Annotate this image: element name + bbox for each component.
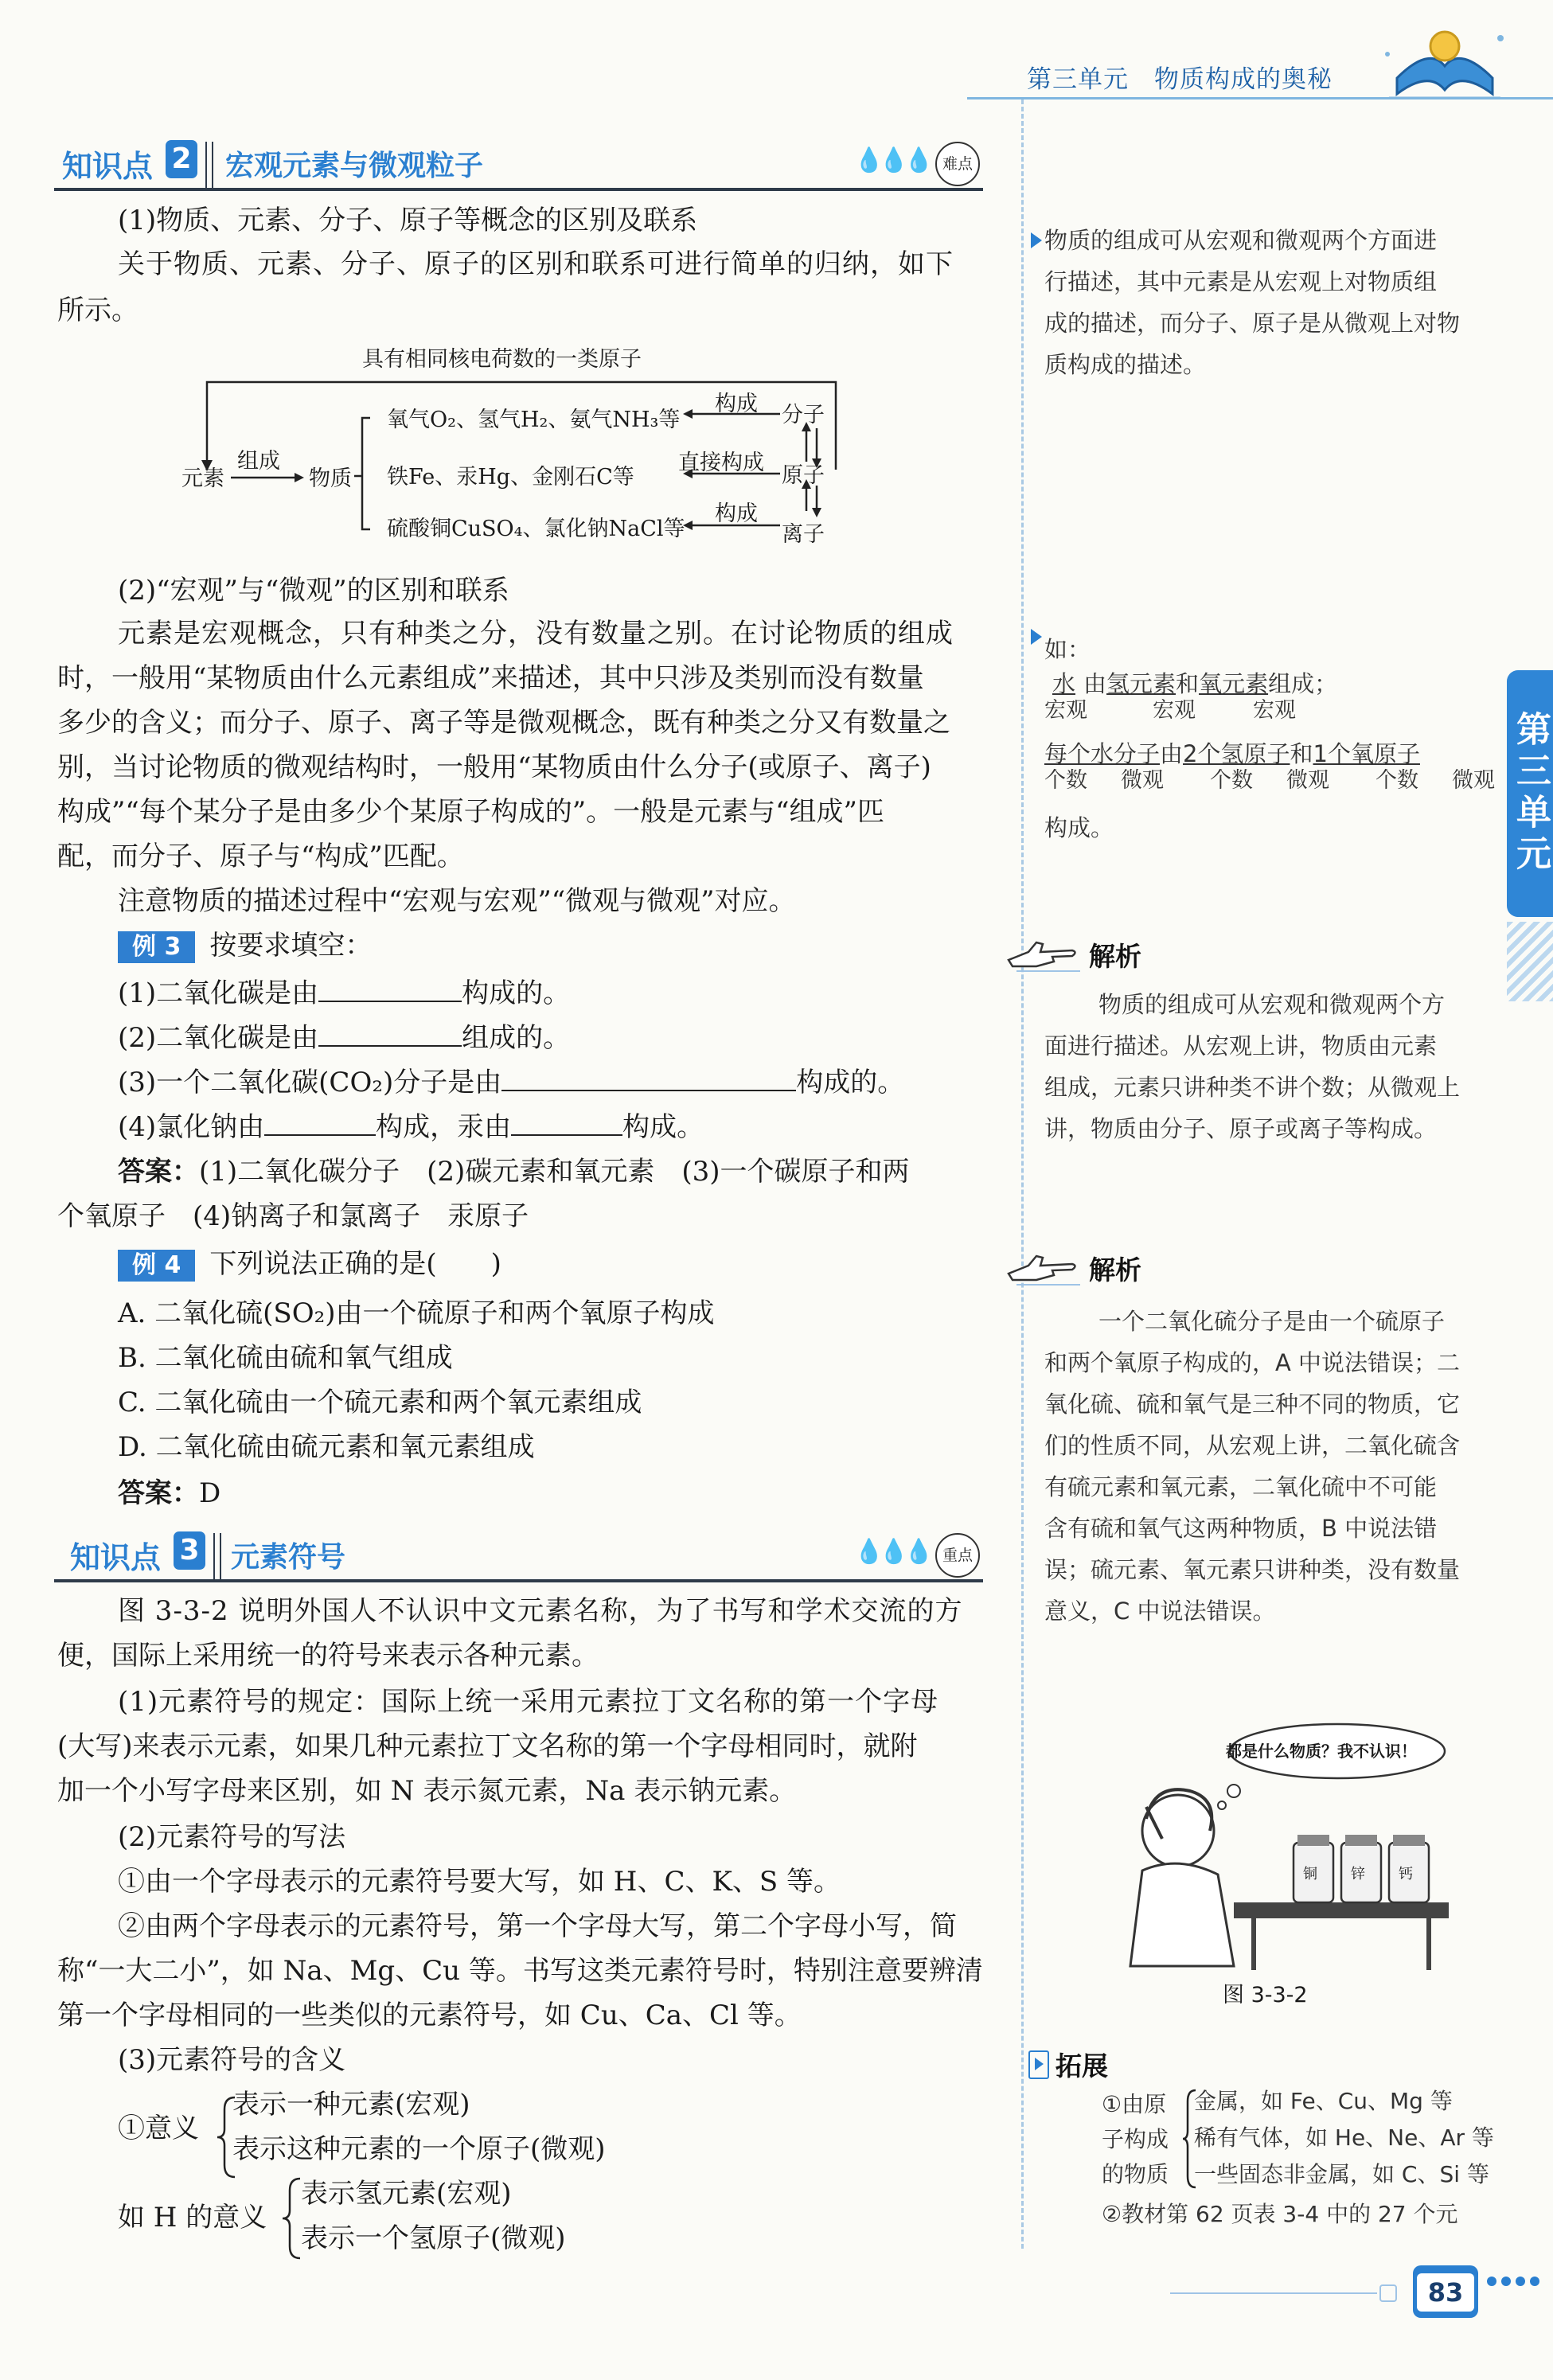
analysis-text: 物质的组成可从宏观和微观两个方 [1098, 991, 1446, 1018]
option-b: B. 二氧化硫由硫和氧气组成 [118, 1342, 453, 1374]
question-text: 构成，汞由 [376, 1111, 512, 1143]
paragraph: 便，国际上采用统一的符号来表示各种元素。 [57, 1640, 599, 1672]
paragraph: (2)元素符号的写法 [118, 1821, 346, 1853]
analysis-text: 含有硫和氧气这两种物质，B 中说法错 [1044, 1515, 1438, 1542]
diagram-top-label: 具有相同核电荷数的一类原子 [362, 347, 642, 372]
extension-label: 的物质 [1102, 2161, 1169, 2187]
question-text: 构成的。 [796, 1067, 905, 1098]
question-text: 构成。 [622, 1111, 704, 1143]
side-note-example [1044, 740, 1420, 767]
side-tab-stripe [1507, 922, 1553, 1001]
label: 微观 [1286, 768, 1329, 793]
extension-item: 一些固态非金属，如 C、Si 等 [1194, 2161, 1489, 2187]
label: 个数 [1044, 768, 1087, 793]
label: 宏观 [1153, 698, 1196, 723]
question-text: 组成的。 [462, 1022, 571, 1054]
paragraph: 称“一大二小”，如 Na、Mg、Cu 等。书写这类元素符号时，特别注意要辨清 [57, 1955, 983, 1987]
answer-label: 答案： [118, 1156, 199, 1188]
diagram-ion: 离子 [782, 522, 825, 547]
book-logo-icon [1381, 22, 1508, 106]
answer-blank[interactable] [501, 1067, 796, 1091]
section-heading-3 [54, 1527, 983, 1582]
side-note: 构成。 [1044, 814, 1114, 841]
answer-blank[interactable] [511, 1112, 622, 1136]
note-arrow-icon [1031, 232, 1042, 248]
section-title: 元素符号 [231, 1541, 346, 1574]
paragraph: (2)“宏观”与“微观”的区别和联系 [118, 575, 509, 607]
word: 组成； [1268, 670, 1338, 697]
section-number: 2 [166, 140, 197, 178]
example-4-answer [118, 1477, 220, 1509]
analysis-text: 和两个氧原子构成的，A 中说法错误；二 [1044, 1349, 1461, 1376]
column-divider [1021, 99, 1024, 2249]
speech-bubble-text: 都是什么物质？我不认识！ [1226, 1742, 1417, 1761]
diagram-row-atoms: 铁Fe、汞Hg、金刚石C等 [387, 465, 634, 490]
paragraph: 加一个小写字母来区别，如 N 表示氮元素，Na 表示钠元素。 [57, 1775, 797, 1807]
diagram-row-ions: 硫酸铜CuSO₄、氯化钠NaCl等 [387, 517, 685, 541]
paragraph: 配，而分子、原子与“构成”匹配。 [57, 841, 464, 872]
paragraph: 别，当讨论物质的微观结构时，一般用“某物质由什么分子(或原子、离子) [57, 751, 931, 783]
side-note-intro: 如： [1044, 636, 1091, 663]
section-heading-2 [54, 135, 983, 191]
paragraph: 时，一般用“某物质由什么元素组成”来描述，其中只涉及类别而没有数量 [57, 662, 924, 694]
label: 微观 [1452, 768, 1495, 793]
analysis-text: 氧化硫、硫和氧气是三种不同的物质，它 [1044, 1391, 1461, 1418]
extension-item: 金属，如 Fe、Cu、Mg 等 [1194, 2088, 1453, 2114]
diagram-build-label: 构成 [715, 501, 758, 526]
analysis-title: 解析 [1089, 1254, 1141, 1286]
paragraph: (3)元素符号的含义 [118, 2044, 346, 2076]
diagram-element: 元素 [181, 466, 224, 491]
paragraph: 图 3-3-2 说明外国人不认识中文元素名称，为了书写和学术交流的方 [118, 1595, 963, 1627]
example-3-answer [118, 1156, 909, 1188]
analysis-text: 一个二氧化硫分子是由一个硫原子 [1098, 1308, 1446, 1335]
question-text: (2)二氧化碳是由 [118, 1022, 319, 1054]
label: 个数 [1375, 768, 1418, 793]
figure-caption: 图 3-3-2 [1223, 1983, 1308, 2007]
side-note: 物质的组成可从宏观和微观两个方面进 [1044, 227, 1438, 254]
footer-dot-icon [1501, 2277, 1511, 2286]
example-prompt: 下列说法正确的是( ) [209, 1248, 501, 1280]
section-divider [213, 1533, 221, 1579]
section-label: 知识点 [62, 149, 154, 184]
option-c: C. 二氧化硫由一个硫元素和两个氧元素组成 [118, 1387, 642, 1418]
word: 水 [1052, 670, 1076, 697]
paragraph: 多少的含义；而分子、原子、离子等是微观概念，既有种类之分又有数量之 [57, 707, 950, 739]
footer-rule [1170, 2292, 1377, 2294]
example-4-header [118, 1248, 501, 1282]
answer-text: D [199, 1477, 221, 1509]
paragraph: 构成”“每个某分子是由多少个某原子构成的”。一般是元素与“组成”匹 [57, 796, 884, 828]
section-divider [205, 142, 213, 188]
word: 2个氢原子 [1183, 740, 1290, 767]
jar-label: 钙 [1399, 1866, 1413, 1883]
option-a: A. 二氧化硫(SO₂)由一个硫原子和两个氧原子构成 [118, 1297, 715, 1329]
side-note: 行描述，其中元素是从宏观上对物质组 [1044, 268, 1438, 295]
side-note-labels [1044, 699, 1296, 723]
jar-label: 铜 [1303, 1866, 1317, 1883]
paragraph: (1)元素符号的规定：国际上统一采用元素拉丁文名称的第一个字母 [118, 1686, 939, 1718]
difficulty-badge: 难点 [935, 142, 980, 186]
analysis-text: 有硫元素和氧元素，二氧化硫中不可能 [1044, 1473, 1438, 1500]
example-3-header [118, 930, 372, 963]
answer-label: 答案： [118, 1477, 199, 1509]
label: 宏观 [1044, 698, 1087, 723]
question-text: (4)氯化钠由 [118, 1111, 265, 1143]
side-note-labels [1044, 769, 1495, 793]
extension-label: 子构成 [1102, 2126, 1169, 2152]
paragraph: (大写)来表示元素，如果几种元素拉丁文名称的第一个字母相同时，就附 [57, 1730, 918, 1762]
word: 由 [1160, 740, 1184, 767]
meaning-label: ①意义 [118, 2113, 199, 2144]
label: 宏观 [1253, 698, 1296, 723]
word: 和 [1176, 670, 1200, 697]
answer-blank[interactable] [264, 1112, 376, 1136]
analysis-text: 组成，元素只讲种类不讲个数；从微观上 [1044, 1074, 1461, 1101]
header-rule [967, 97, 1553, 99]
paragraph: ②由两个字母表示的元素符号，第一个字母大写，第二个字母小写，简 [118, 1910, 957, 1942]
answer-blank[interactable] [318, 978, 462, 1002]
question-4 [118, 1111, 704, 1143]
paragraph: 第一个字母相同的一些类似的元素符号，如 Cu、Ca、Cl 等。 [57, 2000, 802, 2031]
footer-square-icon [1379, 2284, 1397, 2302]
play-icon [1028, 2050, 1049, 2079]
side-note: 质构成的描述。 [1044, 351, 1207, 378]
example-prompt: 按要求填空： [209, 930, 373, 962]
diagram-build-label: 构成 [715, 392, 758, 416]
example-tag: 例 4 [118, 1250, 195, 1282]
option-d: D. 二氧化硫由硫元素和氧元素组成 [118, 1431, 535, 1463]
extension-label: ①由原 [1102, 2091, 1167, 2117]
side-note-example [1044, 670, 1337, 697]
example-tag: 例 3 [118, 931, 195, 963]
word: 由 [1083, 670, 1107, 697]
word: 和 [1290, 740, 1313, 767]
unit-title: 第三单元 物质构成的奥秘 [1027, 65, 1333, 94]
diagram-row-molecules: 氧气O₂、氢气H₂、氨气NH₃等 [387, 408, 681, 432]
answer-blank[interactable] [318, 1023, 462, 1047]
diagram-direct-build-label: 直接构成 [678, 451, 764, 475]
page-number: 83 [1417, 2273, 1474, 2312]
analysis-text: 误；硫元素、氧元素只讲种类，没有数量 [1044, 1556, 1461, 1583]
paragraph: ①由一个字母表示的元素符号要大写，如 H、C、K、S 等。 [118, 1866, 841, 1898]
word: 1个氧原子 [1313, 740, 1420, 767]
meaning-item: 表示一个氢原子(微观) [301, 2222, 566, 2254]
footer-dot-icon [1530, 2277, 1539, 2286]
analysis-text: 面进行描述。从宏观上讲，物质由元素 [1044, 1032, 1438, 1059]
question-1 [118, 977, 570, 1009]
paragraph: 元素是宏观概念，只有种类之分，没有数量之别。在讨论物质的组成 [118, 618, 954, 650]
extension-item: ②教材第 62 页表 3-4 中的 27 个元 [1102, 2201, 1458, 2227]
paragraph: 关于物质、元素、分子、原子的区别和联系可进行简单的归纳，如下 [118, 248, 954, 280]
word: 每个水分子 [1044, 740, 1161, 767]
pointing-hand-icon [1005, 1250, 1084, 1286]
difficulty-badge: 重点 [935, 1533, 980, 1578]
word: 氧元素 [1199, 670, 1269, 697]
footer-dot-icon [1487, 2277, 1496, 2286]
word: 氢元素 [1106, 670, 1176, 697]
footer-dot-icon [1516, 2277, 1525, 2286]
difficulty-drops-icon: 💧💧💧 [853, 1538, 929, 1566]
side-note: 成的描述，而分子、原子是从微观上对物 [1044, 310, 1461, 337]
paragraph: (1)物质、元素、分子、原子等概念的区别及联系 [118, 205, 698, 236]
analysis-text: 讲，物质由分子、原子或离子等构成。 [1044, 1115, 1438, 1142]
pointing-hand-icon [1005, 936, 1084, 973]
unit-side-tab: 第三单元 [1507, 670, 1553, 917]
extension-item: 稀有气体，如 He、Ne、Ar 等 [1194, 2124, 1494, 2151]
question-3 [118, 1067, 904, 1098]
answer-text: (1)二氧化碳分子 (2)碳元素和氧元素 (3)一个碳原子和两 [199, 1156, 910, 1188]
section-label: 知识点 [70, 1540, 162, 1575]
question-text: 构成的。 [462, 977, 571, 1009]
question-text: (1)二氧化碳是由 [118, 977, 319, 1009]
meaning-label: 如 H 的意义 [118, 2202, 267, 2234]
meaning-item: 表示氢元素(宏观) [301, 2178, 512, 2210]
question-text: (3)一个二氧化碳(CO₂)分子是由 [118, 1067, 502, 1098]
question-2 [118, 1022, 570, 1054]
section-number: 3 [174, 1531, 205, 1570]
diagram-atom: 原子 [782, 463, 825, 488]
diagram-substance: 物质 [309, 466, 352, 491]
section-title: 宏观元素与微观粒子 [225, 150, 484, 182]
paragraph: 所示。 [57, 295, 139, 326]
answer-text: 个氧原子 (4)钠离子和氯离子 汞原子 [57, 1200, 529, 1232]
meaning-item: 表示这种元素的一个原子(微观) [232, 2133, 606, 2165]
note-arrow-icon [1031, 629, 1042, 645]
label: 个数 [1210, 768, 1253, 793]
analysis-text: 意义，C 中说法错误。 [1044, 1598, 1276, 1625]
meaning-item: 表示一种元素(宏观) [232, 2089, 470, 2121]
jar-label: 锌 [1351, 1866, 1365, 1883]
diagram-molecule: 分子 [782, 403, 825, 427]
diagram-compose: 组成 [237, 449, 280, 474]
difficulty-drops-icon: 💧💧💧 [853, 146, 929, 174]
paragraph: 注意物质的描述过程中“宏观与宏观”“微观与微观”对应。 [118, 885, 796, 917]
extension-title: 拓展 [1055, 2050, 1108, 2082]
analysis-title: 解析 [1089, 941, 1141, 972]
label: 微观 [1121, 768, 1164, 793]
analysis-text: 们的性质不同，从宏观上讲，二氧化硫含 [1044, 1432, 1461, 1459]
